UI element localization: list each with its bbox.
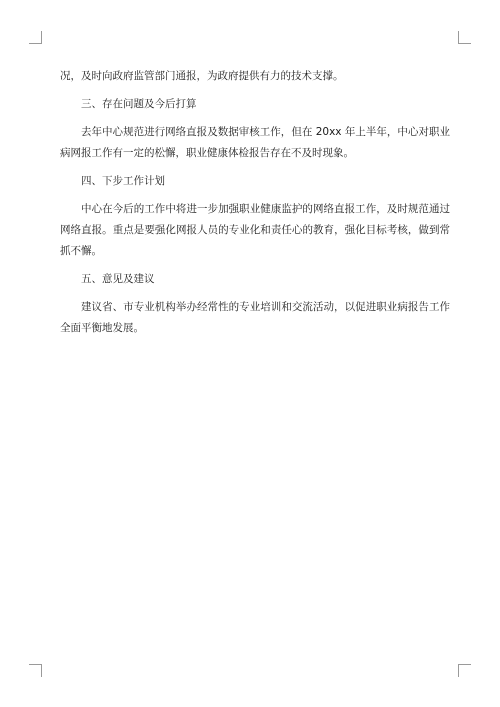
body-paragraph-next-steps: 中心在今后的工作中将进一步加强职业健康监护的网络直报工作，及时规范通过网络直报。重点是要强化网报人员的专业化和责任心的教育，强化目标考核，做到常抓不懈。 [60, 203, 450, 257]
body-paragraph-suggestions: 建议省、市专业机构举办经常性的专业培训和交流活动，以促进职业病报告工作全面平衡地发展。 [60, 301, 450, 334]
crop-mark-bottom-right [458, 664, 471, 677]
section-heading-problems-plans: 三、存在问题及今后打算 [81, 98, 197, 110]
section-heading-suggestions: 五、意见及建议 [81, 273, 155, 285]
body-paragraph-continued: 况，及时向政府监管部门通报，为政府提供有力的技术支撑。 [60, 70, 344, 82]
crop-mark-top-right [458, 31, 471, 44]
crop-mark-top-left [29, 31, 42, 44]
document-body [60, 66, 450, 346]
body-paragraph-problems: 去年中心规范进行网络直报及数据审核工作，但在 20xx 年上半年，中心对职业病网报工作有一定的松懈，职业健康体检报告存在不及时现象。 [60, 126, 450, 159]
section-heading-next-steps: 四、下步工作计划 [81, 175, 165, 187]
crop-mark-bottom-left [29, 664, 42, 677]
